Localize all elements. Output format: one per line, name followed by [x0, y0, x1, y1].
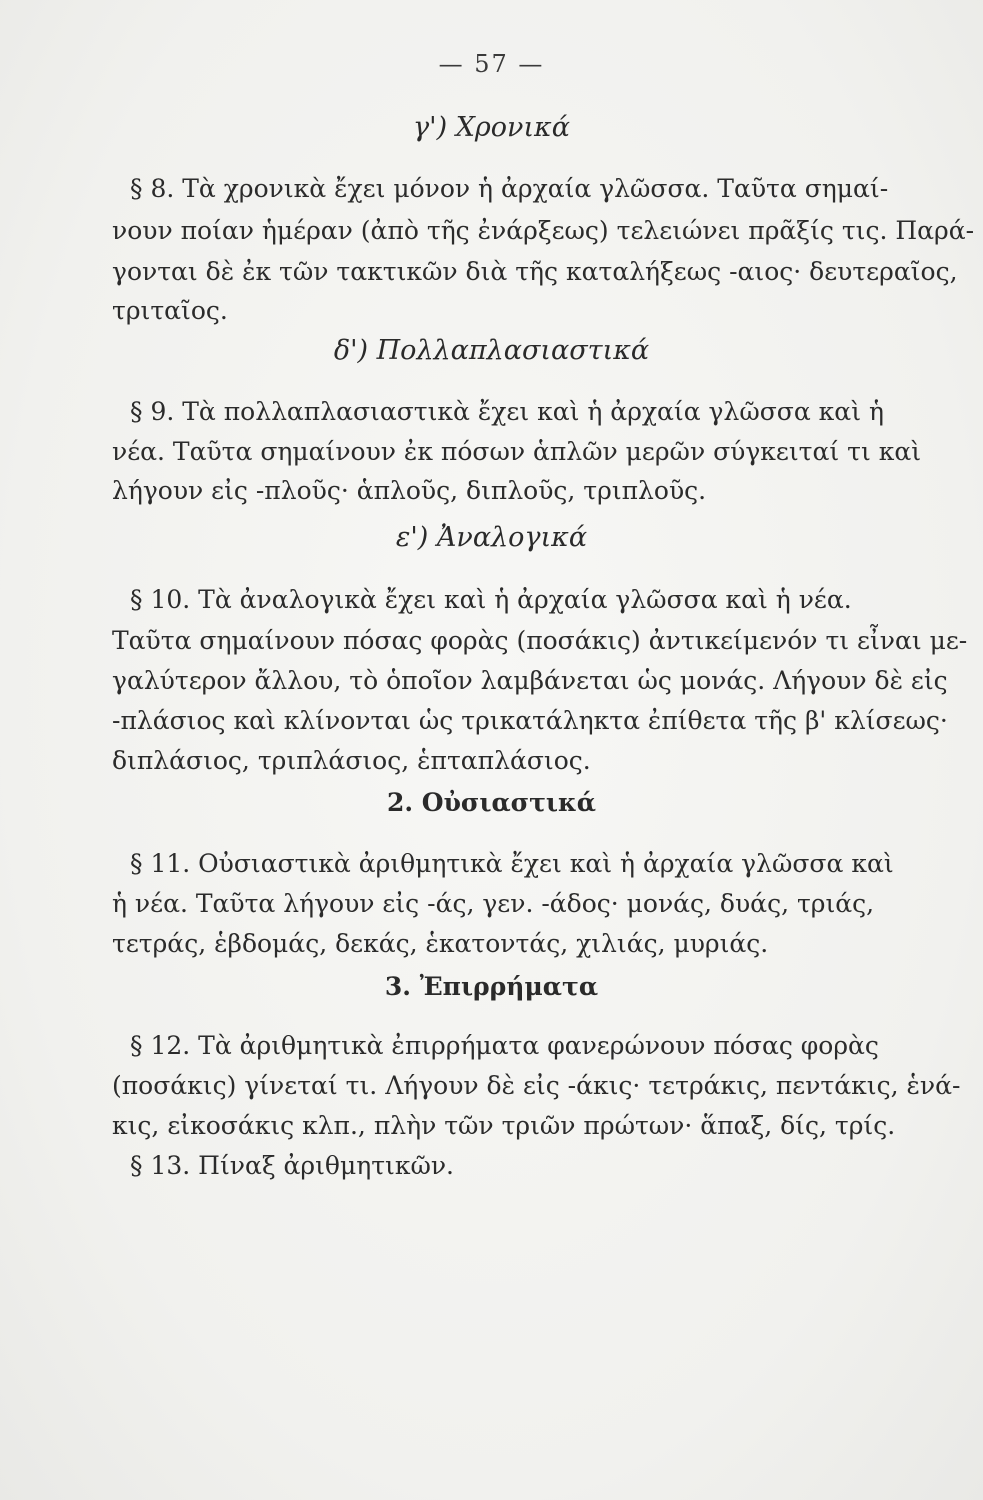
paragraph-13: § 13. Πίναξ ἀριθμητικῶν. [130, 1151, 454, 1180]
paragraph-10-line-4: -πλάσιος καὶ κλίνονται ὡς τρικατάληκτα ἐπίθετα τῆς β' κλίσεως· [112, 706, 948, 735]
paragraph-11-line-1: § 11. Οὐσιαστικὰ ἀριθμητικὰ ἔχει καὶ ἡ ἀρχαία γλῶσσα καὶ [130, 849, 894, 878]
paragraph-10-line-1: § 10. Τὰ ἀναλογικὰ ἔχει καὶ ἡ ἀρχαία γλῶσσα καὶ ἡ νέα. [130, 585, 852, 614]
page-number: — 57 — [438, 50, 545, 78]
heading-chronika: γ') Χρονικά [413, 112, 570, 143]
paragraph-8-line-4: τριταῖος. [112, 296, 228, 325]
paragraph-11-line-3: τετράς, ἑβδομάς, δεκάς, ἑκατοντάς, χιλιάς, μυριάς. [112, 929, 769, 958]
paragraph-12-line-3: κις, εἰκοσάκις κλπ., πλὴν τῶν τριῶν πρώτων· ἅπαξ, δίς, τρίς. [112, 1111, 896, 1140]
paragraph-8-line-1: § 8. Τὰ χρονικὰ ἔχει μόνον ἡ ἀρχαία γλῶσσα. Ταῦτα σημαί- [130, 174, 889, 203]
paragraph-9-line-2: νέα. Ταῦτα σημαίνουν ἐκ πόσων ἁπλῶν μερῶν σύγκειταί τι καὶ [112, 437, 922, 466]
paragraph-8-line-2: νουν ποίαν ἡμέραν (ἀπὸ τῆς ἐνάρξεως) τελειώνει πρᾶξίς τις. Παρά- [112, 216, 975, 245]
paragraph-10-line-5: διπλάσιος, τριπλάσιος, ἑπταπλάσιος. [112, 746, 591, 775]
heading-pollaplasiastika: δ') Πολλαπλασιαστικά [333, 335, 650, 366]
paragraph-12-line-2: (ποσάκις) γίνεταί τι. Λήγουν δὲ εἰς -άκις· τετράκις, πεντάκις, ἑνά- [112, 1071, 961, 1100]
paragraph-10-line-2: Ταῦτα σημαίνουν πόσας φορὰς (ποσάκις) ἀντικείμενόν τι εἶναι με- [112, 626, 968, 655]
paragraph-9-line-3: λήγουν εἰς -πλοῦς· ἁπλοῦς, διπλοῦς, τριπλοῦς. [112, 476, 707, 505]
paragraph-12-line-1: § 12. Τὰ ἀριθμητικὰ ἐπιρρήματα φανερώνουν πόσας φορὰς [130, 1031, 879, 1060]
paragraph-8-line-3: γονται δὲ ἐκ τῶν τακτικῶν διὰ τῆς καταλήξεως -αιος· δευτεραῖος, [112, 257, 958, 286]
heading-analogika: ε') Ἀναλογικά [395, 522, 588, 553]
heading-epirrimata: 3. Ἐπιρρήματα [384, 972, 599, 1001]
paragraph-11-line-2: ἡ νέα. Ταῦτα λήγουν εἰς -άς, γεν. -άδος· μονάς, δυάς, τριάς, [112, 889, 875, 918]
heading-ousiastika: 2. Οὐσιαστικά [386, 788, 597, 817]
paragraph-10-line-3: γαλύτερον ἄλλου, τὸ ὁποῖον λαμβάνεται ὡς μονάς. Λήγουν δὲ εἰς [112, 666, 948, 695]
paragraph-9-line-1: § 9. Τὰ πολλαπλασιαστικὰ ἔχει καὶ ἡ ἀρχαία γλῶσσα καὶ ἡ [130, 397, 884, 426]
